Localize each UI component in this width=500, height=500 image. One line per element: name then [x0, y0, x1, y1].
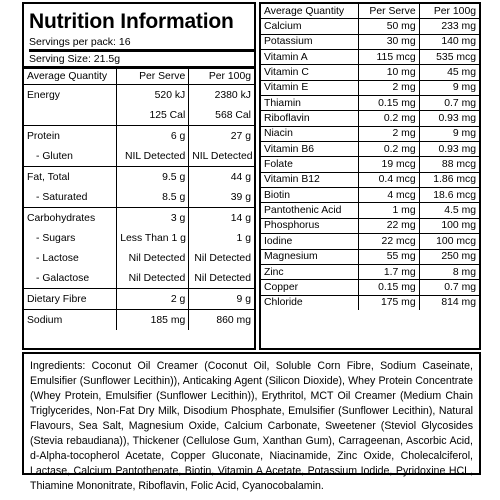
- per-100g-value: 860 mg: [189, 310, 254, 331]
- per-100g-value: 233 mg: [419, 19, 479, 34]
- per-100g-value: 0.7 mg: [419, 96, 479, 111]
- table-row: [261, 203, 479, 218]
- per-100g-value: 88 mcg: [419, 157, 479, 172]
- table-row: [261, 218, 479, 233]
- per-serve-value: Nil Detected: [117, 248, 189, 268]
- per-serve-value: NIL Detected: [117, 146, 189, 167]
- nutrient-name: - Gluten: [36, 150, 73, 162]
- per-serve-value: 55 mg: [359, 249, 419, 264]
- nutrient-name: [24, 105, 117, 126]
- per-100g-value: 39 g: [189, 187, 254, 208]
- serving-size: Serving Size: 21.5g: [29, 49, 254, 66]
- nutrient-name: Vitamin A: [261, 50, 359, 65]
- nutrient-name: Niacin: [261, 126, 359, 141]
- nutrient-name: Energy: [27, 89, 60, 101]
- per-100g-value: 14 g: [189, 208, 254, 229]
- per-100g-value: 100 mg: [419, 218, 479, 233]
- per-100g-value: 45 mg: [419, 65, 479, 80]
- nutrition-table-left: [24, 69, 254, 330]
- servings-per-pack: Servings per pack: 16: [29, 36, 131, 48]
- nutrient-name: Zinc: [261, 264, 359, 279]
- per-100g-value: 0.93 mg: [419, 111, 479, 126]
- table-row: [261, 19, 479, 34]
- per-serve-value: 115 mcg: [359, 50, 419, 65]
- right-table-body: [261, 4, 479, 310]
- table-row: [24, 105, 254, 126]
- nutrient-name: Fat, Total: [24, 167, 117, 188]
- table-row: [24, 208, 254, 229]
- table-row: [24, 310, 254, 331]
- per-serve-value: 8.5 g: [117, 187, 189, 208]
- nutrient-name: - Sugars: [36, 232, 76, 244]
- per-100g-value: Nil Detected: [189, 248, 254, 268]
- per-serve-value: 0.2 mg: [359, 111, 419, 126]
- nutrition-panel-left: [22, 2, 256, 350]
- nutrient-name: Vitamin E: [261, 80, 359, 95]
- nutrient-name: Protein: [24, 126, 117, 147]
- nutrient-name: Potassium: [261, 34, 359, 49]
- table-row: [261, 157, 479, 172]
- nutrient-name: Thiamin: [261, 96, 359, 111]
- table-row: [24, 228, 254, 248]
- per-serve-value: 2 mg: [359, 126, 419, 141]
- per-serve-value: 1.7 mg: [359, 264, 419, 279]
- table-row: [261, 96, 479, 111]
- per-serve-value: Less Than 1 g: [117, 228, 189, 248]
- table-row: [24, 167, 254, 188]
- nutrient-name: Magnesium: [261, 249, 359, 264]
- per-100g-value: 2380 kJ: [189, 85, 254, 106]
- table-row: [261, 50, 479, 65]
- panel-title: Nutrition Information: [29, 10, 234, 33]
- header-average-quantity: Average Quantity: [24, 69, 117, 85]
- header-per-100g: Per 100g: [189, 69, 254, 85]
- nutrient-name: - Galactose: [36, 272, 90, 284]
- header-per-serve: Per Serve: [359, 4, 419, 19]
- table-row: [24, 85, 254, 106]
- nutrient-name: Vitamin B6: [261, 142, 359, 157]
- per-100g-value: 250 mg: [419, 249, 479, 264]
- per-100g-value: 9 mg: [419, 126, 479, 141]
- nutrient-name: Pantothenic Acid: [261, 203, 359, 218]
- per-serve-value: 125 Cal: [117, 105, 189, 126]
- table-row: [24, 268, 254, 289]
- table-row: [24, 146, 254, 167]
- header-average-quantity: Average Quantity: [261, 4, 359, 19]
- per-100g-value: 100 mcg: [419, 234, 479, 249]
- nutrient-name: Phosphorus: [261, 218, 359, 233]
- per-100g-value: 4.5 mg: [419, 203, 479, 218]
- per-serve-value: 10 mg: [359, 65, 419, 80]
- table-row: [261, 34, 479, 49]
- table-row: [24, 289, 254, 310]
- nutrient-name: Biotin: [261, 188, 359, 203]
- table-row: [261, 172, 479, 187]
- header-per-100g: Per 100g: [419, 4, 479, 19]
- nutrient-name: Dietary Fibre: [24, 289, 117, 310]
- per-100g-value: 0.7 mg: [419, 280, 479, 295]
- left-table-body: [24, 69, 254, 330]
- table-row: [261, 280, 479, 295]
- per-100g-value: 140 mg: [419, 34, 479, 49]
- per-serve-value: 1 mg: [359, 203, 419, 218]
- nutrient-name: Vitamin C: [261, 65, 359, 80]
- table-row: [261, 234, 479, 249]
- nutrient-name: Sodium: [24, 310, 117, 331]
- nutrient-name: Folate: [261, 157, 359, 172]
- table-header-row: [261, 4, 479, 19]
- per-100g-value: 568 Cal: [189, 105, 254, 126]
- table-header-row: [24, 69, 254, 85]
- ingredients-panel: [22, 352, 481, 492]
- per-100g-value: 44 g: [189, 167, 254, 188]
- per-100g-value: 1.86 mcg: [419, 172, 479, 187]
- nutrient-name: Copper: [261, 280, 359, 295]
- nutrient-name: Chloride: [261, 295, 359, 310]
- per-serve-value: 19 mcg: [359, 157, 419, 172]
- nutrient-name: Vitamin B12: [261, 172, 359, 187]
- per-100g-value: 814 mg: [419, 295, 479, 310]
- per-serve-value: 185 mg: [117, 310, 189, 331]
- per-serve-value: 0.4 mcg: [359, 172, 419, 187]
- per-serve-value: 2 g: [117, 289, 189, 310]
- table-row: [24, 187, 254, 208]
- per-serve-value: 0.2 mg: [359, 142, 419, 157]
- per-100g-value: 18.6 mcg: [419, 188, 479, 203]
- per-serve-value: 3 g: [117, 208, 189, 229]
- per-serve-value: 22 mg: [359, 218, 419, 233]
- table-row: [261, 80, 479, 95]
- per-serve-value: 0.15 mg: [359, 280, 419, 295]
- table-row: [261, 188, 479, 203]
- per-serve-value: 520 kJ: [117, 85, 189, 106]
- per-serve-value: 0.15 mg: [359, 96, 419, 111]
- table-row: [261, 65, 479, 80]
- per-serve-value: 4 mcg: [359, 188, 419, 203]
- nutrient-name: Riboflavin: [261, 111, 359, 126]
- table-row: [261, 126, 479, 141]
- per-serve-value: 22 mcg: [359, 234, 419, 249]
- nutrient-name: Calcium: [264, 21, 302, 33]
- nutrient-name: - Lactose: [36, 252, 79, 264]
- per-serve-value: 2 mg: [359, 80, 419, 95]
- per-serve-value: 9.5 g: [117, 167, 189, 188]
- nutrient-name: Carbohydrates: [24, 208, 117, 229]
- per-serve-value: Nil Detected: [117, 268, 189, 289]
- nutrition-table-right: [261, 4, 479, 310]
- per-100g-value: 8 mg: [419, 264, 479, 279]
- per-serve-value: 50 mg: [359, 19, 419, 34]
- per-100g-value: 535 mcg: [419, 50, 479, 65]
- table-row: [261, 111, 479, 126]
- per-100g-value: NIL Detected: [189, 146, 254, 167]
- per-100g-value: 1 g: [189, 228, 254, 248]
- table-row: [261, 249, 479, 264]
- table-row: [24, 126, 254, 147]
- per-serve-value: 6 g: [117, 126, 189, 147]
- table-row: [24, 248, 254, 268]
- left-table-wrap: [24, 66, 254, 330]
- table-row: [261, 264, 479, 279]
- per-100g-value: 0.93 mg: [419, 142, 479, 157]
- nutrient-name: - Saturated: [36, 191, 88, 203]
- per-100g-value: 9 mg: [419, 80, 479, 95]
- header-per-serve: Per Serve: [117, 69, 189, 85]
- ingredients-text: Ingredients: Coconut Oil Creamer (Coconut Oil, Soluble Corn Fibre, Sodium Caseinate, Emulsifier (Sunflower Lecithin)), Anticaking Agent (Silicon Dioxide), Whey Protein Concentrate (Whey Protein, Emulsifier (Sunflower Lecithin)), Erythritol, MCT Oil Creamer (Medium Chain Triglycerides, Non-Fat Dry Milk, Disodium Phosphate, Emulsifier (Sunflower Lecithin), Natural Flavours, Sea Salt, Magnesium Oxide, Calcium Carbonate, Sweetener (Steviol Glycosides (Stevia rebaudiana)), Thickener (Cellulose Gum, Xanthan Gum), Carrageenan, Ascorbic Acid, d-Alpha-tocopherol Acetate, Copper Gluconate, Niacinamide, Zinc Oxide, Cholecalciferol, Lactase, Calcium Pantothenate, Biotin, Vitamin A Acetate, Potassium Iodide, Pyridoxine HCL, Thiamine Mononitrate, Riboflavin, Folic Acid, Cyanocobalamin.: [30, 360, 473, 492]
- per-100g-value: Nil Detected: [189, 268, 254, 289]
- per-100g-value: 9 g: [189, 289, 254, 310]
- table-row: [261, 295, 479, 310]
- nutrient-name: Iodine: [261, 234, 359, 249]
- per-serve-value: 175 mg: [359, 295, 419, 310]
- nutrition-panel-right: [259, 2, 481, 350]
- per-serve-value: 30 mg: [359, 34, 419, 49]
- per-100g-value: 27 g: [189, 126, 254, 147]
- table-row: [261, 142, 479, 157]
